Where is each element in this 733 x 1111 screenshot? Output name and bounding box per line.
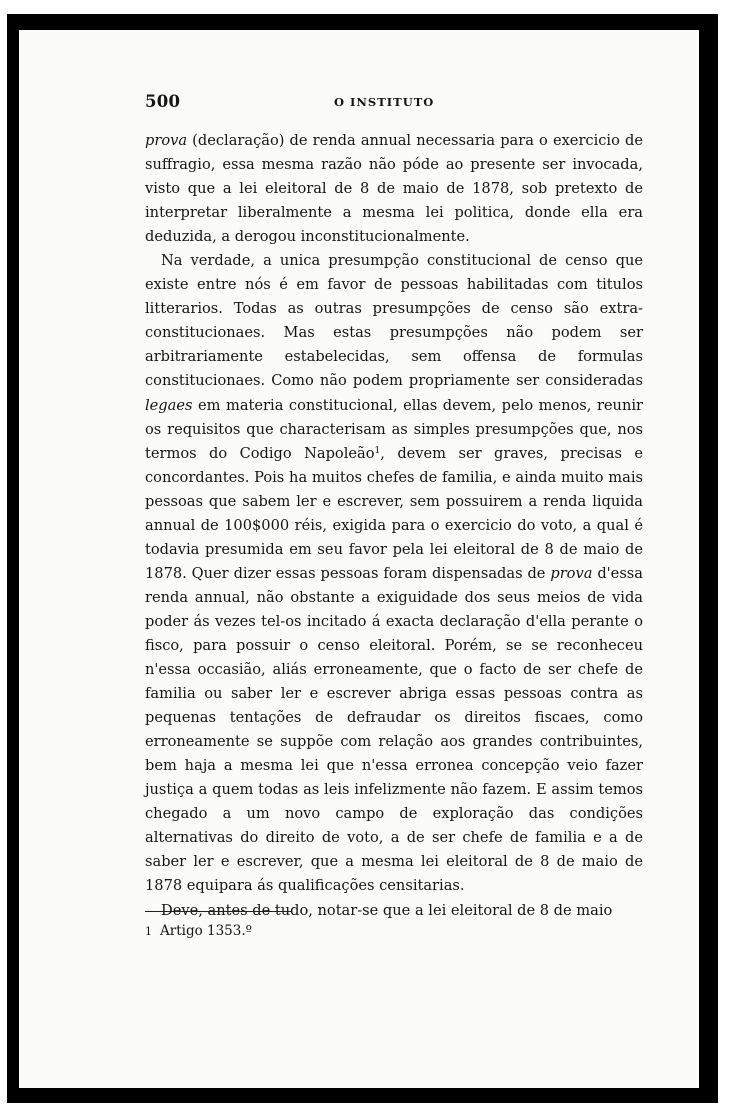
italic-word: prova (145, 132, 188, 149)
footnote (145, 923, 252, 939)
footnote-reference: 1 (374, 445, 381, 456)
footnote-divider (145, 911, 291, 912)
page-number: 500 (145, 92, 181, 111)
body-text (145, 129, 643, 923)
running-title: O INSTITUTO (334, 95, 435, 109)
italic-word: prova (550, 564, 593, 582)
book-page (19, 30, 699, 1088)
italic-word: legaes (145, 396, 193, 414)
paragraph-1: prova (declaração) de renda annual necessaria para o exercicio de suffragio, essa mesma razão não póde ao presente ser invocada, visto que a lei eleitoral de 8 de maio de 1878, sob pretexto de interpretar liberalmente a mesma lei politica, donde ella era deduzida, a derogou inconstitucionalmente. (145, 132, 643, 246)
footnote-text: Artigo 1353.º (160, 923, 253, 939)
paragraph-2: Na verdade, a unica presumpção constitucional de censo que existe entre nós é em favor de pessoas habilitadas com titulos litterarios. Todas as outras presumpções de censo são extra-constitucionaes. Mas estas presumpções não podem ser arbitrariamente estabelecidas, sem offensa de formulas constitucionaes. Como não podem propriamente ser consideradas legaes em materia constitucional, ellas devem, pelo menos, reunir os requisitos que characterisam as simples presumpções que, nos termos do Codigo Napoleão$^1$, devem ser graves, precisas e concordantes. Pois ha muitos chefes de familia, e ainda muito mais pessoas que sabem ler e escrever, sem possuirem a renda liquida annual de 100$000 réis, exigida para o exercicio do voto, a qual é todavia presumida em seu favor pela lei eleitoral de 8 de maio de 1878. Quer dizer essas pessoas foram dispensadas de prova d'essa renda annual, não obstante a exiguidade dos seus meios de vida poder ás vezes tel-os incitado á exacta declaração d'ella perante o fisco, para possuir o censo eleitoral. Porém, se se reconheceu n'essa occasião, aliás erroneamente, que o facto de ser chefe de familia ou saber ler e escrever abriga essas pessoas contra as pequenas tentações de defraudar os direitos fiscaes, como erroneamente se suppõe com relação aos grandes contribuintes, bem haja a mesma lei que n'essa erronea concepção veio fazer justiça a quem todas as leis infelizmente não fazem. E assim temos chegado a um novo campo de exploração das condições alternativas do direito de voto, a de ser chefe de familia e a de saber ler e escrever, que a mesma lei eleitoral de 8 de maio de 1878 equipara ás qualificações censitarias. (145, 252, 643, 895)
footnote-mark: 1 (145, 925, 152, 938)
paragraph-3: Deve, antes de tudo, notar-se que a lei eleitoral de 8 de maio (161, 901, 613, 919)
page-header (145, 92, 643, 112)
